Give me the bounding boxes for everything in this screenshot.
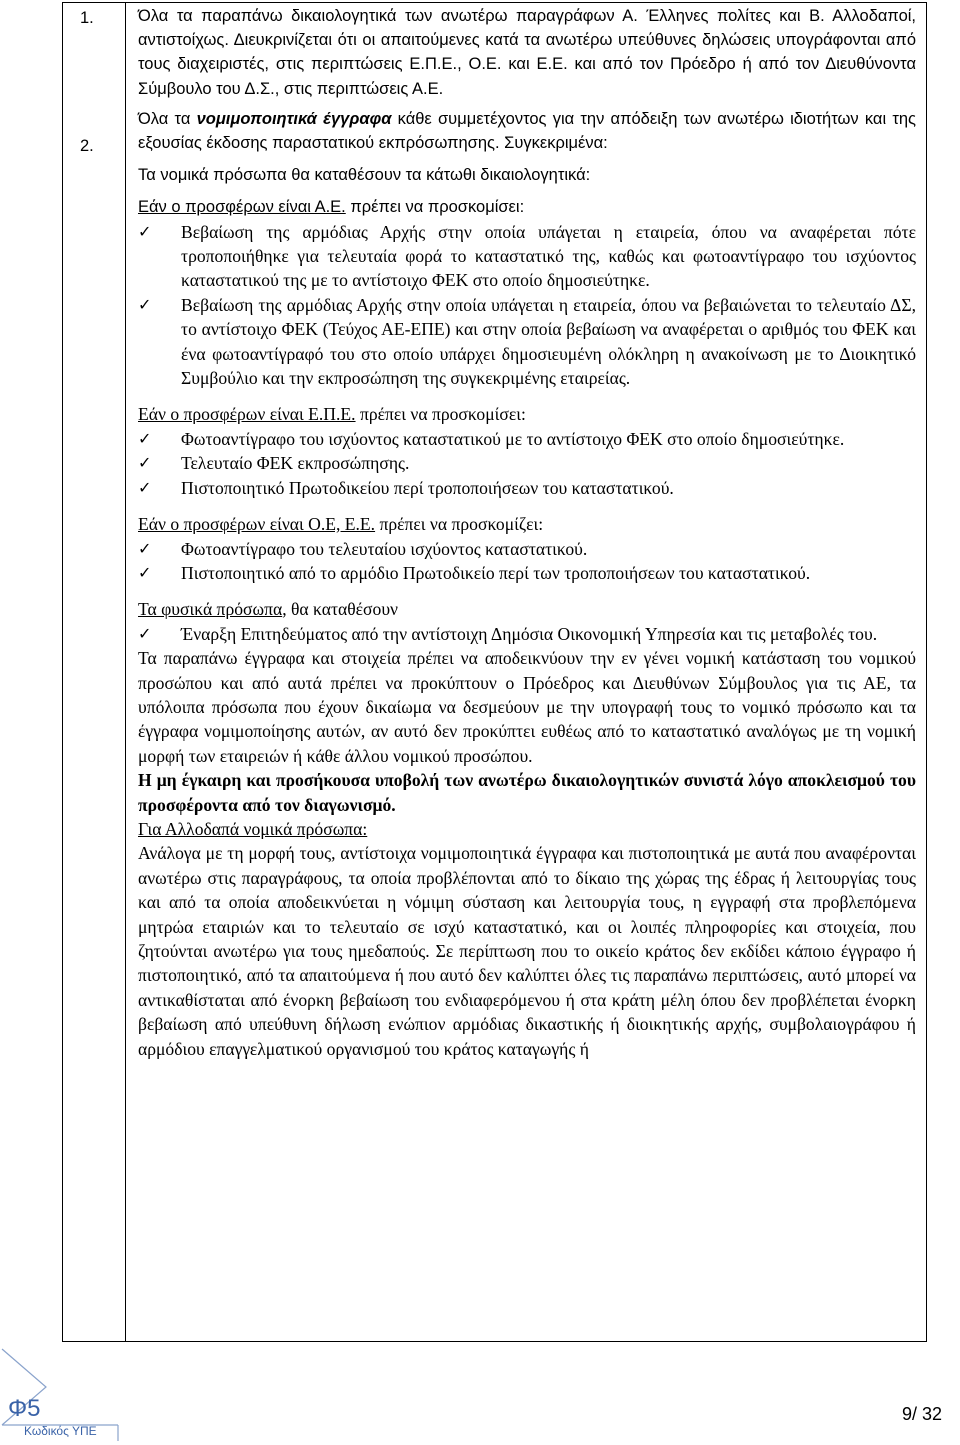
check-item [138, 451, 916, 475]
intro-post: κάθε συμμετέχοντος για την απόδειξη των ανωτέρω ιδιοτήτων και της εξουσίας έκδοσης παραστατικού εκπρόσωπησης. Συγκεκριμένα: [138, 109, 916, 153]
check-item-text: Πιστοποιητικό από το αρμόδιο Πρωτοδικείο περί των τροποποιήσεων του καταστατικού. [181, 562, 811, 583]
item-number-2: 2. [80, 137, 94, 155]
ae-tail: πρέπει να προσκομίσει: [345, 198, 525, 217]
check-icon: ✓ [138, 477, 152, 497]
legal-entities-text: Τα νομικά πρόσωπα θα καταθέσουν τα κάτωθι δικαιολογητικά: [138, 166, 591, 185]
document-body [138, 4, 916, 1061]
foreign-heading: Για Αλλοδαπά νομικά πρόσωπα: [138, 818, 368, 839]
warning-text: Η μη έγκαιρη και προσήκουσα υποβολή των ανωτέρω δικαιολογητικών συνιστά λόγο αποκλεισμού του προσφέροντα από τον διαγωνισμό. [138, 770, 916, 815]
page-number: 9/ 32 [901, 1404, 942, 1424]
check-item [138, 293, 916, 391]
check-icon: ✓ [138, 562, 152, 582]
oe-head: Εάν ο προσφέρων είναι Ο.Ε, Ε.Ε. [138, 514, 376, 535]
item-number-1: 1. [80, 9, 94, 27]
check-icon: ✓ [138, 538, 152, 558]
check-item-text: Βεβαίωση της αρμόδιας Αρχής στην οποία υπάγεται η εταιρεία, όπου να βεβαιώνεται το τελευταίο ΔΣ, το αντίστοιχο ΦΕΚ (Τεύχος ΑΕ-ΕΠΕ) και στην οποία βεβαίωση να αναφέρεται ο αριθμός του ΦΕΚ και ένα φωτοαντίγραφό του στο οποίο υπάρχει δημοσιευμένη ολόκληρη η ανακοίνωση με το Διοικητικό Συμβούλιο και την εκπροσώπηση της συγκεκριμένης εταιρείας. [181, 294, 916, 389]
foreign-text: Ανάλογα με τη μορφή τους, αντίστοιχα νομιμοποιητικά έγγραφα και πιστοποιητικά με αυτά που αναφέρονται ανωτέρω στις παραγράφους, τα οποία προβλέπονται από το δίκαιο της χώρας της έδρας ή λειτουργίας τους και από τα οποία αποδεικνύεται η νόμιμη σύσταση και λειτουργία τους, η εγγραφή στα προβλεπόμενα μητρώα εταιριών και το τελευταίο σε ισχύ καταστατικό, και οι λοιπές πληροφορίες και στοιχεία, που ζητούνται ανωτέρω για τους ημεδαπούς. Σε περίπτωση που το οικείο κράτος δεν εκδίδει κάποιο έγγραφο ή πιστοποιητικό, από τα απαιτούμενα ή που αυτό δεν καλύπτει όλες τις παραπάνω περιπτώσεις, αυτό μπορεί να αντικαθίσταται από ένορκη βεβαίωση του ενδιαφερόμενου ή στα κράτη μέλη όπου δεν προβλέπεται ένορκη βεβαίωση από υπεύθυνη δήλωση ενώπιον αρμόδιας δικαστικής ή διοικητικής αρχής, συμβολαιογράφου ή αρμόδιου επαγγελματικού οργανισμού του κράτος καταγωγής ή [138, 843, 916, 1059]
epe-head: Εάν ο προσφέρων είναι Ε.Π.Ε. [138, 404, 356, 425]
check-item-text: Πιστοποιητικό Πρωτοδικείου περί τροποποιήσεων του καταστατικού. [181, 477, 674, 498]
check-item [138, 561, 916, 585]
ae-head: Εάν ο προσφέρων είναι Α.Ε. [138, 198, 346, 217]
oe-heading [138, 512, 916, 536]
natural-tail: , θα καταθέσουν [282, 599, 399, 620]
item-2-intro [138, 107, 916, 155]
oe-tail: πρέπει να προσκομίζει: [375, 514, 544, 535]
documents-paragraph: Τα παραπάνω έγγραφα και στοιχεία πρέπει να αποδεικνύουν την εν γένει νομική κατάσταση του νομικού προσώπου και από αυτά πρέπει να προκύπτουν ο Πρόεδρος και Διευθύνων Σύμβουλος για τις ΑΕ, τα υπόλοιπα πρόσωπα που έχουν δικαίωμα να δεσμεύουν με την υπογραφή τους το νομικό πρόσωπο και τα έγγραφα νομιμοποίησης αυτών, αν αυτό δεν προκύπτει ευθέως από το καταστατικό αναλόγως με τη νομική μορφή των εταιρειών ή κάθε άλλου νομικού προσώπου. [138, 648, 916, 766]
check-item [138, 537, 916, 561]
item-1-text: Όλα τα παραπάνω δικαιολογητικά των ανωτέρω παραγράφων Α. Έλληνες πολίτες και Β. Αλλοδαποί, αντιστοίχως. Διευκρινίζεται ότι οι απαιτούμενες κατά τα ανωτέρω υπεύθυνες δηλώσεις υπογράφονται από τους διαχειριστές, στις περιπτώσεις Ε.Π.Ε., Ο.Ε. και Ε.Ε. και από τον Πρόεδρο ή από τον Διευθύνοντα Σύμβουλο του Δ.Σ., στις περιπτώσεις Α.Ε. [138, 7, 916, 98]
check-item [138, 622, 916, 646]
check-item-text: Φωτοαντίγραφο του ισχύοντος καταστατικού με το αντίστοιχο ΦΕΚ στο οποίο δημοσιεύτηκε. [181, 428, 845, 449]
check-item-text: Έναρξη Επιτηδεύματος από την αντίστοιχη Δημόσια Οικονομική Υπηρεσία και τις μεταβολές του. [181, 623, 878, 644]
logo-text: Φ5 [8, 1395, 41, 1422]
check-item [138, 220, 916, 293]
check-item-text: Βεβαίωση της αρμόδιας Αρχής στην οποία υπάγεται η εταιρεία, όπου να αναφέρεται πότε τροποποιήθηκε για τελευταία φορά το καταστατικό της, καθώς και φωτοαντίγραφο του ισχύοντος καταστατικού της με το αντίστοιχο ΦΕΚ στο οποίο δημοσιεύτηκε. [181, 221, 916, 291]
check-icon: ✓ [138, 294, 152, 314]
check-icon: ✓ [138, 221, 152, 241]
check-item [138, 427, 916, 451]
column-divider [125, 2, 126, 1342]
logo-subtitle: Κωδικός ΥΠΕ [24, 1424, 97, 1438]
epe-tail: πρέπει να προσκομίσει: [355, 404, 526, 425]
epe-heading [138, 402, 916, 426]
natural-head: Τα φυσικά πρόσωπα [138, 599, 283, 620]
check-item-text: Τελευταίο ΦΕΚ εκπροσώπησης. [181, 453, 410, 474]
intro-pre: Όλα τα [138, 109, 197, 128]
check-icon: ✓ [138, 453, 152, 473]
ae-heading [138, 195, 916, 219]
intro-bold: νομιμοποιητικά έγγραφα [196, 109, 392, 128]
natural-heading [138, 597, 916, 621]
check-icon: ✓ [138, 623, 152, 643]
check-icon: ✓ [138, 428, 152, 448]
check-item-text: Φωτοαντίγραφο του τελευταίου ισχύοντος καταστατικού. [181, 538, 588, 559]
check-item [138, 476, 916, 500]
